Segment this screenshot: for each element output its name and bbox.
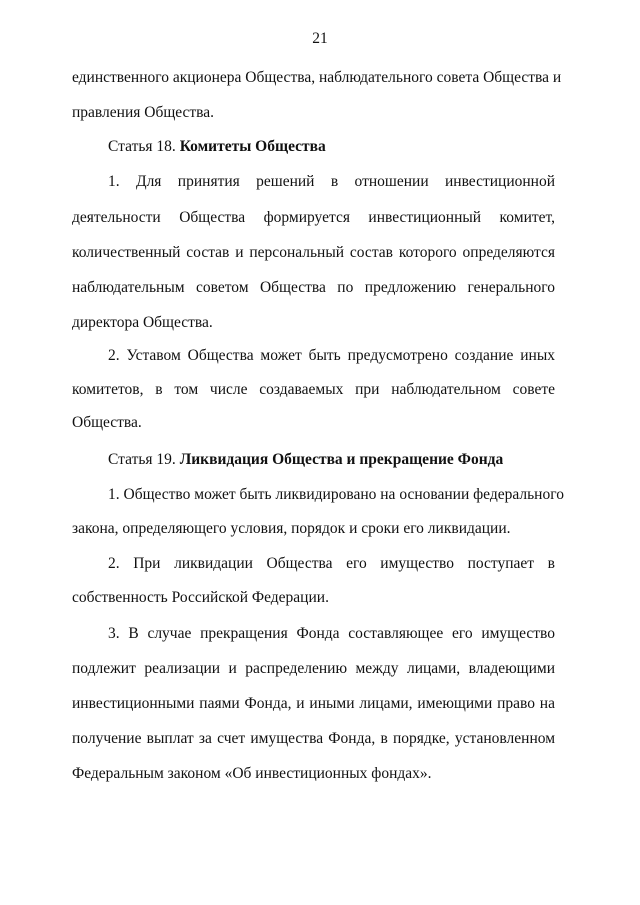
text-line: 1. Для принятия решений в отношении инвестиционной: [108, 173, 555, 190]
text-line: подлежит реализации и распределению между лицами, владеющими: [72, 660, 555, 677]
text-line: 3. В случае прекращения Фонда составляющее его имущество: [108, 625, 555, 642]
text-line: инвестиционными паями Фонда, и иными лицами, имеющими право на: [72, 695, 555, 712]
text-line: единственного акционера Общества, наблюдательного совета Общества и: [72, 69, 562, 86]
text-line: 2. Уставом Общества может быть предусмотрено создание иных: [108, 347, 555, 364]
text-line: Общества.: [72, 414, 142, 431]
article-18-title: Комитеты Общества: [179, 138, 326, 155]
text-line: 2. При ликвидации Общества его имущество поступает в: [108, 555, 555, 572]
text-line: наблюдательным советом Общества по предложению генерального: [72, 279, 555, 296]
text-line: закона, определяющего условия, порядок и сроки его ликвидации.: [72, 520, 511, 537]
text-line: собственность Российской Федерации.: [72, 589, 329, 606]
text-line: директора Общества.: [72, 314, 213, 331]
text-line: 1. Общество может быть ликвидировано на основании федерального: [108, 486, 564, 503]
article-18-heading: [108, 137, 555, 157]
article-18-prefix: Статья 18.: [108, 138, 176, 155]
text-line: получение выплат за счет имущества Фонда, в порядке, установленном: [72, 730, 555, 747]
text-line: комитетов, в том числе создаваемых при наблюдательном совете: [72, 381, 555, 398]
text-line: правления Общества.: [72, 104, 215, 121]
page-number: 21: [312, 30, 328, 47]
article-19-heading: [108, 450, 555, 470]
article-19-title: Ликвидация Общества и прекращение Фонда: [179, 451, 504, 468]
text-line: количественный состав и персональный состав которого определяются: [72, 244, 555, 261]
text-line: деятельности Общества формируется инвестиционный комитет,: [72, 209, 555, 226]
text-line: Федеральным законом «Об инвестиционных фондах».: [72, 765, 432, 782]
article-19-prefix: Статья 19.: [108, 451, 176, 468]
